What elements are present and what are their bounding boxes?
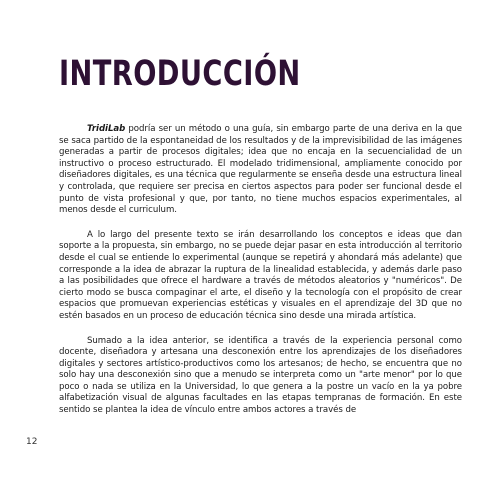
body-text xyxy=(59,124,462,430)
page-title: INTRODUCCIÓN xyxy=(59,54,301,94)
paragraph-1 xyxy=(59,124,462,217)
page-number: 12 xyxy=(26,437,38,447)
paragraph-1-text: podría ser un método o una guía, sin embargo parte de una deriva en la que se saca partido de la espontaneidad de los resultados y de la imprevisibilidad de las imágenes generadas a partir de procesos digitales; idea que no encaja en la secuencialidad de un instructivo o proceso estructurado. El modelado tridimensional, ampliamente conocido por diseñadores digitales, es una técnica que regularmente se enseña desde una estructura lineal y controlada, que requiere ser precisa en ciertos aspectos para poder ser funcional desde el punto de vista profesional y que, por tanto, no tiene muchos espacios experimentales, al menos desde el curriculum. xyxy=(59,124,462,216)
paragraph-2: A lo largo del presente texto se irán desarrollando los conceptos e ideas que dan soporte a la propuesta, sin embargo, no se puede dejar pasar en esta introducción al territorio desde el cual se entiende lo experimental (aunque se repetirá y ahondará más adelante) que corresponde a la idea de abrazar la ruptura de la linealidad establecida, y además darle paso a las posibilidades que ofrece el hardware a través de métodos aleatorios y "numéricos". De cierto modo se busca compaginar el arte, el diseño y la tecnología con el propósito de crear espacios que promuevan experiencias estéticas y visuales en el aprendizaje del 3D que no estén basados en un proceso de educación técnica sino desde una mirada artística. xyxy=(59,229,462,321)
emphasized-term: TridiLab xyxy=(87,124,126,134)
paragraph-3: Sumado a la idea anterior, se identifica a través de la experiencia personal como docente, diseñadora y artesana una desconexión entre los aprendizajes de los diseñadores digitales y sectores artístico-productivos como los artesanos; de hecho, se encuentra que no solo hay una desconexión sino que a menudo se interpreta como un "arte menor" por lo que poco o nada se utiliza en la Universidad, lo que genera a la postre un vacío en la ya pobre alfabetización visual de algunas facultades en las etapas tempranas de formación. En este sentido se plantea la idea de vínculo entre ambos actores a través de xyxy=(59,335,462,416)
